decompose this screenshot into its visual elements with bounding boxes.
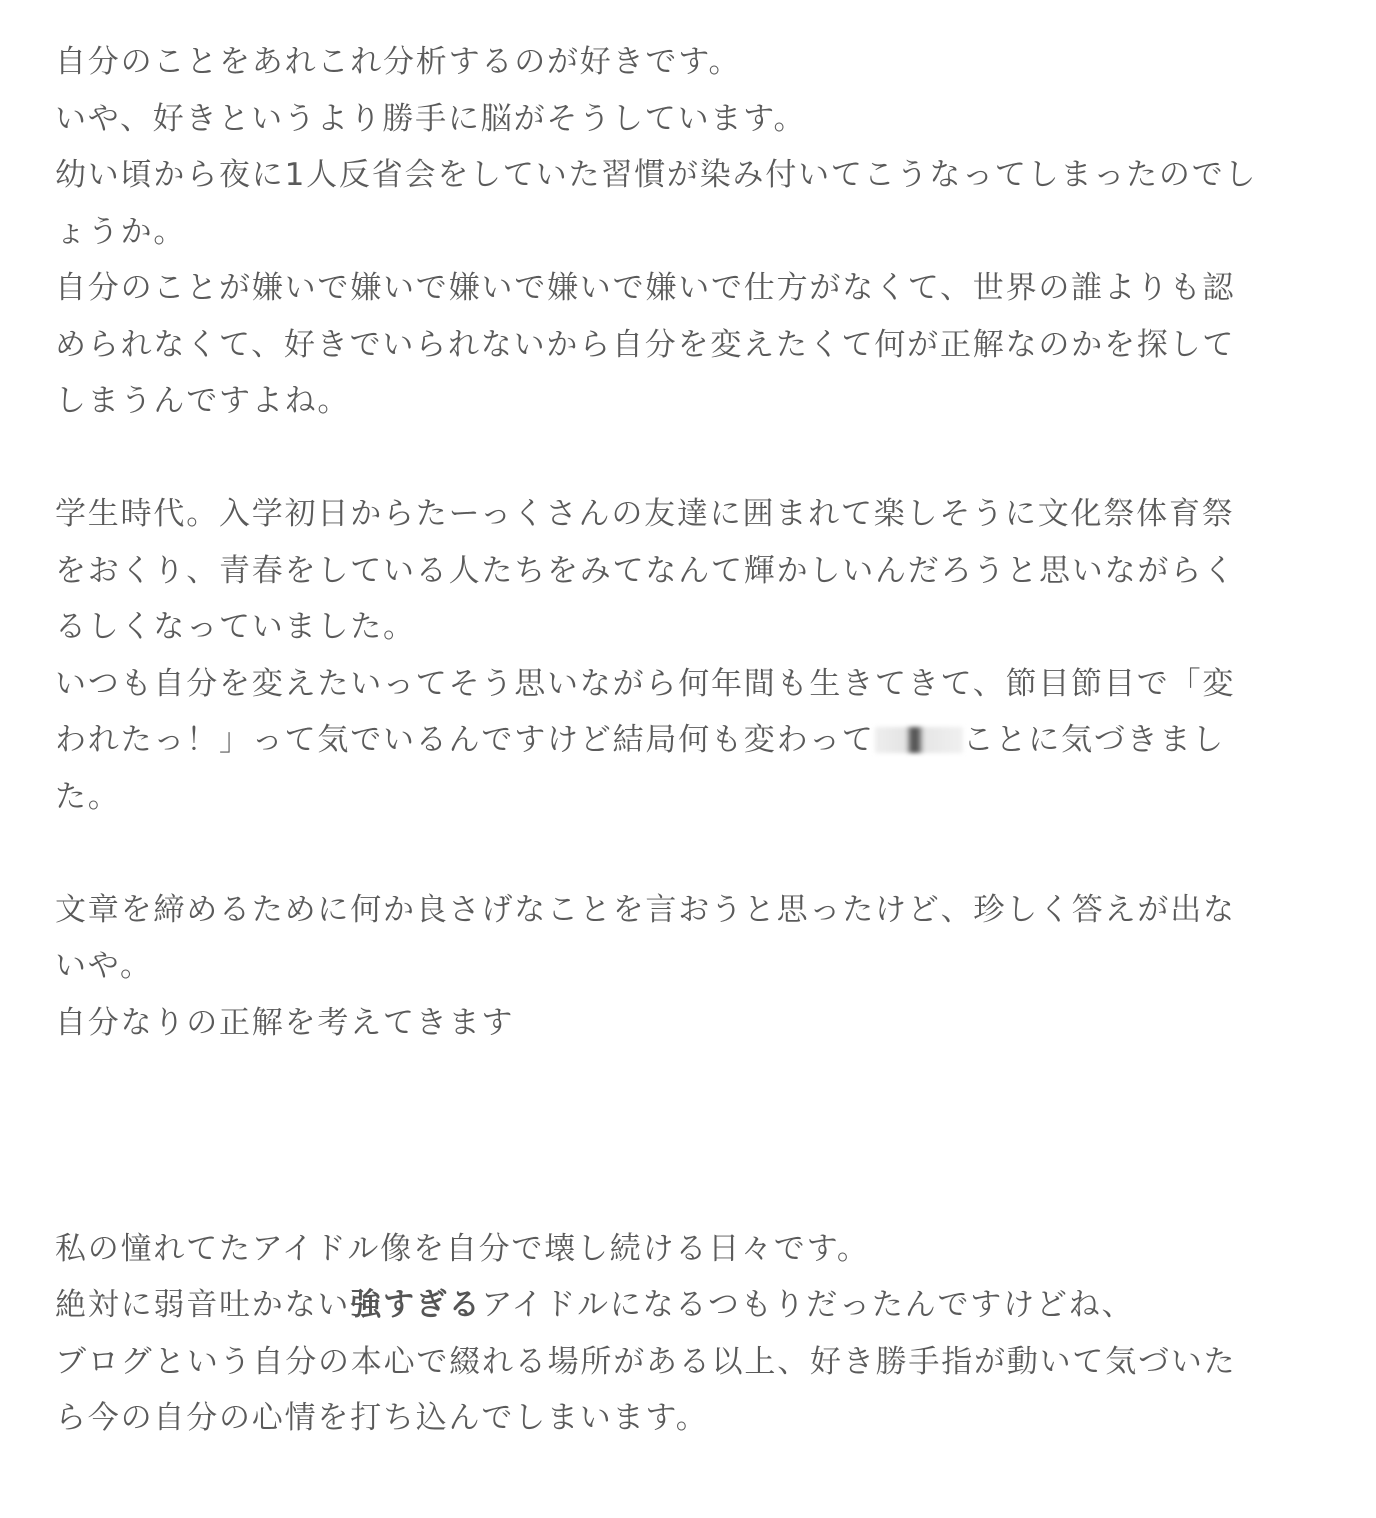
text-line: ブログという自分の本心で綴れる場所がある以上、好き勝手指が動いて気づいた	[55, 1343, 1237, 1380]
text-segment: 絶対に弱音吐かない	[55, 1287, 351, 1323]
text-line: 文章を締めるために何か良さげなことを言おうと思ったけど、珍しく答えが出な	[55, 891, 1236, 928]
paragraph-spacer	[55, 430, 1305, 487]
text-line: いや。	[55, 948, 153, 984]
text-line	[55, 712, 1305, 769]
bold-emphasis: 強すぎる	[350, 1287, 482, 1323]
text-line: るしくなっていました。	[55, 609, 416, 645]
paragraph-closing	[55, 882, 1305, 1052]
text-line: 自分のことをあれこれ分析するのが好きです。	[55, 44, 742, 80]
text-segment: アイドルになるつもりだったんですけどね、	[481, 1287, 1135, 1323]
paragraph-idol-image	[55, 1221, 1305, 1447]
text-line: いや、好きというより勝手に脳がそうしています。	[55, 100, 807, 137]
text-line: しまうんですよね。	[55, 383, 351, 419]
text-line: いつも自分を変えたいってそう思いながら何年間も生きてきて、節目節目で「変	[55, 665, 1236, 702]
text-line: ら今の自分の心情を打ち込んでしまいます。	[55, 1400, 709, 1436]
text-line: た。	[55, 778, 121, 815]
paragraph-spacer	[55, 1051, 1305, 1221]
text-line: 幼い頃から夜に1人反省会をしていた習慣が染み付いてこうなってしまったのでし	[55, 157, 1258, 193]
paragraph-spacer	[55, 825, 1305, 882]
text-line: 自分のことが嫌いで嫌いで嫌いで嫌いで嫌いで仕方がなくて、世界の誰よりも認	[55, 270, 1236, 306]
text-segment: われたっ！」って気でいるんですけど結局何も変わって	[55, 722, 875, 758]
blog-article-body	[55, 34, 1305, 1447]
text-segment: ことに気づきまし	[962, 722, 1226, 758]
paragraph-school-days	[55, 486, 1305, 825]
text-line: をおくり、青春をしている人たちをみてなんて輝かしいんだろうと思いながらく	[55, 552, 1236, 589]
text-line: 自分なりの正解を考えてきます	[55, 1004, 515, 1041]
text-line: ょうか。	[55, 213, 187, 250]
text-line: 学生時代。入学初日からたーっくさんの友達に囲まれて楽しそうに文化祭体育祭	[55, 496, 1235, 532]
text-line: 私の憧れてたアイドル像を自分で壊し続ける日々です。	[55, 1230, 870, 1267]
text-line: められなくて、好きでいられないから自分を変えたくて何が正解なのかを探して	[55, 326, 1236, 363]
paragraph-self-analysis	[55, 34, 1305, 430]
text-line	[55, 1277, 1305, 1334]
redacted-text-blur	[875, 727, 963, 753]
